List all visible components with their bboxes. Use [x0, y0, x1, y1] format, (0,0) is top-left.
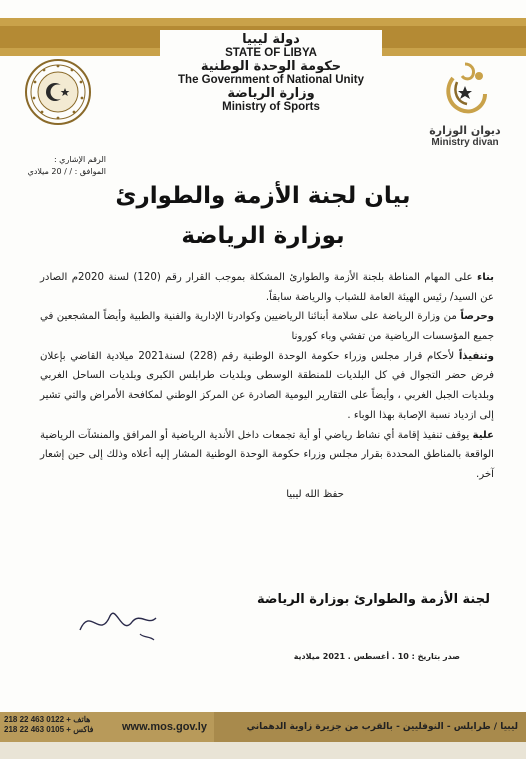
footer-contacts — [4, 715, 93, 736]
reference-number: الرقم الإشاري : — [53, 155, 106, 164]
statement-body — [40, 268, 494, 504]
state-en: STATE OF LIBYA — [225, 47, 317, 60]
title-line-2: بوزارة الرياضة — [181, 223, 345, 250]
divan-en: Ministry divan — [431, 137, 499, 148]
paragraph-4 — [40, 426, 494, 485]
title-line-1: بيان لجنة الأزمة والطوارئ — [115, 183, 411, 209]
letterhead — [160, 33, 382, 114]
footer-address: ليبيا / طرابلس - النوفليين - بالقرب من جزيرة زاوية الدهماني — [246, 722, 518, 732]
paragraph-1 — [40, 268, 494, 307]
paragraph-4-lead: علية — [472, 429, 494, 441]
footer-bottom-strip — [0, 742, 526, 759]
paragraph-3 — [40, 347, 494, 426]
signature-text: لجنة الأزمة والطوارئ بوزارة الرياضة — [257, 592, 490, 607]
issued-date: صدر بتاريخ : 10 . أغسطس . 2021 ميلادية — [293, 652, 460, 661]
statement-title — [100, 176, 426, 257]
closing-line: حفظ الله ليبيا — [286, 488, 344, 500]
paragraph-2 — [40, 307, 494, 346]
footer-website[interactable]: www.mos.gov.ly — [122, 721, 207, 733]
paragraph-2-lead: وحرصاً — [460, 311, 494, 323]
government-en: The Government of National Unity — [178, 74, 364, 87]
paragraph-4-text: يوقف تنفيذ إقامة أي نشاط رياضي أو أية تجمعات داخل الأندية الرياضية أو المرافق والمنشآت الرياضية الواقعة بالمناطق المحددة بقرار مجلس وزراء حكومة الوحدة الوطنية المشار إليه أعلاه وذلك إلى حين إشعار آخر. — [40, 429, 494, 480]
divan-ar: ديوان الوزارة — [429, 124, 501, 137]
ministry-ar: وزارة الرياضة — [227, 85, 315, 101]
reference-block — [16, 154, 106, 177]
footer-phone: 218 22 463 0122 + هاتف — [4, 715, 91, 724]
libya-emblem-icon — [24, 58, 92, 126]
ministry-en: Ministry of Sports — [222, 101, 320, 114]
divan-emblem-icon — [435, 60, 495, 118]
footer-fax: 218 22 463 0105 + فاكس — [4, 725, 94, 735]
paragraph-2-text: من وزارة الرياضة على سلامة أبنائنا الرياضيين وكوادرنا الإدارية والفنية والطبية وأيضاً المشجعين في جميع المؤسسات الرياضية من تفشي وباء كورونا — [40, 311, 494, 343]
reference-date: الموافق : / / 20 ميلادي — [27, 166, 106, 176]
government-ar: حكومة الوحدة الوطنية — [200, 58, 342, 74]
handwritten-signature-icon — [70, 596, 160, 646]
paragraph-3-lead: وتنفيذاً — [458, 350, 494, 362]
ministry-divan-logo — [420, 60, 510, 160]
state-ar: دولة ليبيا — [242, 32, 300, 47]
paragraph-3-text: لأحكام قرار مجلس وزراء حكومة الوحدة الوطنية رقم (228) لسنة2021 ميلادية القاضي بإعلان فرض حضر التجوال في كل البلديات للمنطقة الوسطى وبلديات طرابلس الكبرى وبلديات الساحل الغربي وبلديات الجبل الغربي ، وأيضاً على التقارير اليومية الصادرة عن المركز الوطني لمكافحة الأمراض والتي تشير إلى ازدياد نسبة الإصابة بهذا الوباء . — [40, 350, 494, 421]
paragraph-1-lead: بناء — [476, 272, 495, 283]
paragraph-1-text: على المهام المناطة بلجنة الأزمة والطوارئ المشكلة بموجب القرار رقم (120) لسنة 2020م الصادر عن السيد/ رئيس الهيئة العامة للشباب والرياضة سابقاً. — [40, 272, 494, 303]
